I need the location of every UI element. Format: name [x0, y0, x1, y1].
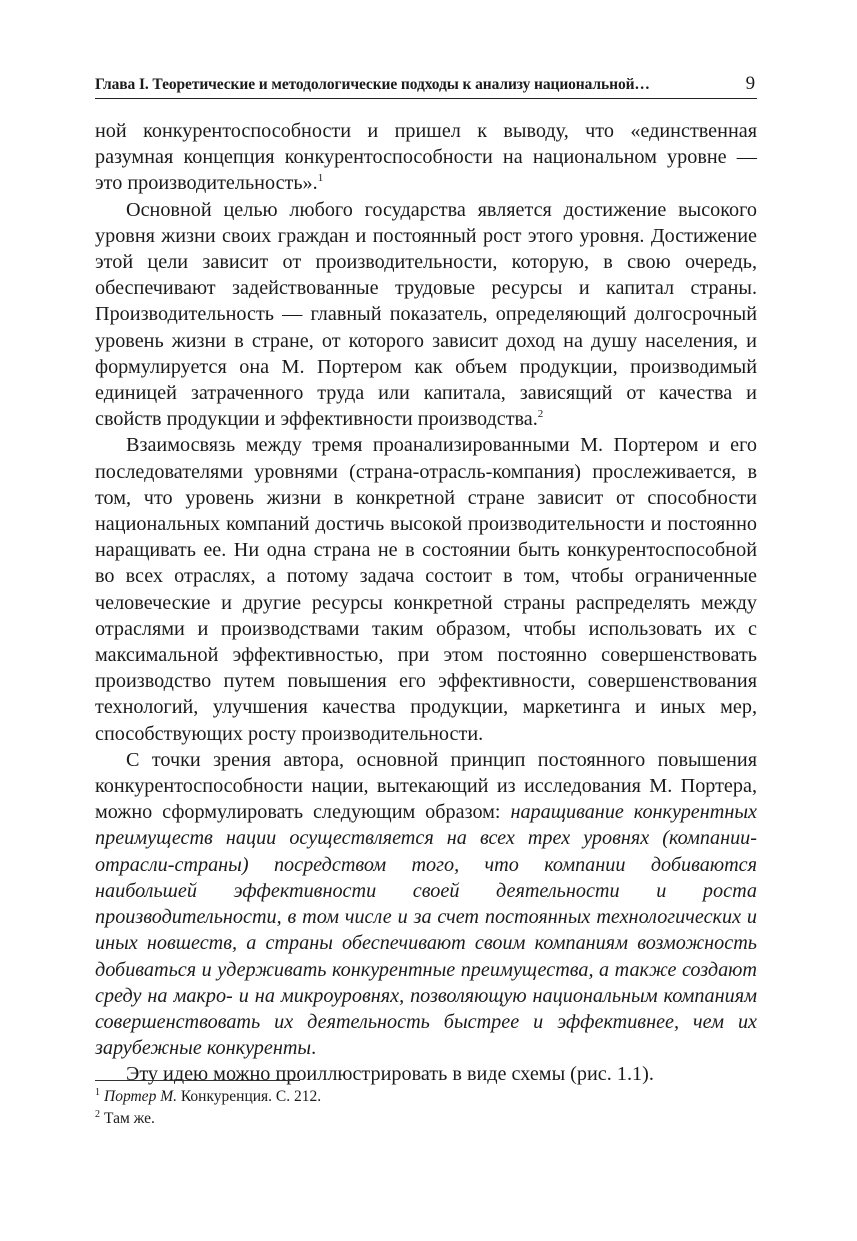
running-title: Глава I. Теоретические и методологические подходы к анализу национальной… — [95, 76, 650, 93]
page-number: 9 — [745, 73, 755, 94]
paragraph-4-italic-principle: наращивание конкурентных преимуществ нации осуществляется на всех трех уровнях (компании-отрасли-страны) посредством того, что компании добиваются наибольшей эффективности своей деятельности и роста производительности, в том числе и за счет постоянных технологических и иных новшеств, а страны обеспечивают своим компаниям возможность добиваться и удерживать конкурентные преимущества, а также создают среду на макро- и на микроуровнях, позволяющую национальным компаниям совершенствовать их деятельность быстрее и эффективнее, чем их зарубежные конкуренты — [95, 801, 757, 1060]
footnote-2-text: Там же. — [104, 1110, 155, 1127]
footnote-ref-1: 1 — [317, 172, 324, 185]
footnote-1-author: Портер М. — [104, 1088, 177, 1105]
footnote-2 — [95, 1108, 757, 1130]
body-text — [95, 118, 757, 1088]
footnotes — [95, 1086, 757, 1130]
paragraph-4 — [95, 747, 757, 1061]
paragraph-2 — [95, 197, 757, 433]
paragraph-5 — [95, 1061, 757, 1087]
paragraph-2-text: Основной целью любого государства является достижение высокого уровня жизни своих граждан и постоянный рост этого уровня. Достижение этой цели зависит от производительности, которую, в свою очередь, обеспечивают задействованные трудовые ресурсы и капитал страны. Производительность — главный показатель, определяющий долгосрочный уровень жизни в стране, от которого зависит доход на душу населения, и формулируется она М. Портером как объем продукции, производимый единицей затраченного труда или капитала, зависящий от качества и свойств продукции и эффективности производства. — [95, 198, 757, 431]
paragraph-3-text: Взаимосвязь между тремя проанализированными М. Портером и его последователями уровнями (страна-отрасль-компания) прослеживается, в том, что уровень жизни в конкретной стране зависит от способности национальных компаний достичь высокой производительности и постоянно наращивать ее. Ни одна страна не в состоянии быть конкурентоспособной во всех отраслях, а потому задача состоит в том, чтобы ограниченные человеческие и другие ресурсы конкретной страны распределять между отраслями и производствами таким образом, чтобы использовать их с максимальной эффективностью, при этом постоянно совершенствовать производство путем повышения его эффективности, совершенствования технологий, улучшения качества продукции, маркетинга и иных мер, способствующих росту производительности. — [95, 434, 757, 745]
footnote-1-mark: 1 — [95, 1087, 100, 1098]
footnote-2-mark: 2 — [95, 1109, 100, 1120]
footnote-1 — [95, 1086, 757, 1108]
footnote-divider — [95, 1080, 300, 1081]
paragraph-1 — [95, 118, 757, 197]
footnote-1-text: Конкуренция. С. 212. — [176, 1088, 322, 1105]
footnote-ref-2: 2 — [537, 408, 544, 421]
paragraph-1-text: ной конкурентоспособности и пришел к выводу, что «единственная разумная концепция конкурентоспособности на национальном уровне — это производительность». — [95, 120, 757, 195]
paragraph-3 — [95, 432, 757, 746]
paragraph-4-end: . — [311, 1037, 317, 1060]
running-header — [95, 74, 757, 99]
paragraph-5-text: Эту идею можно проиллюстрировать в виде схемы (рис. 1.1). — [126, 1063, 654, 1086]
paragraph-4-text: С точки зрения автора, основной принцип постоянного повышения конкурентоспособности нации, вытекающий из исследования М. Портера, можно сформулировать следующим образом: — [95, 748, 757, 824]
